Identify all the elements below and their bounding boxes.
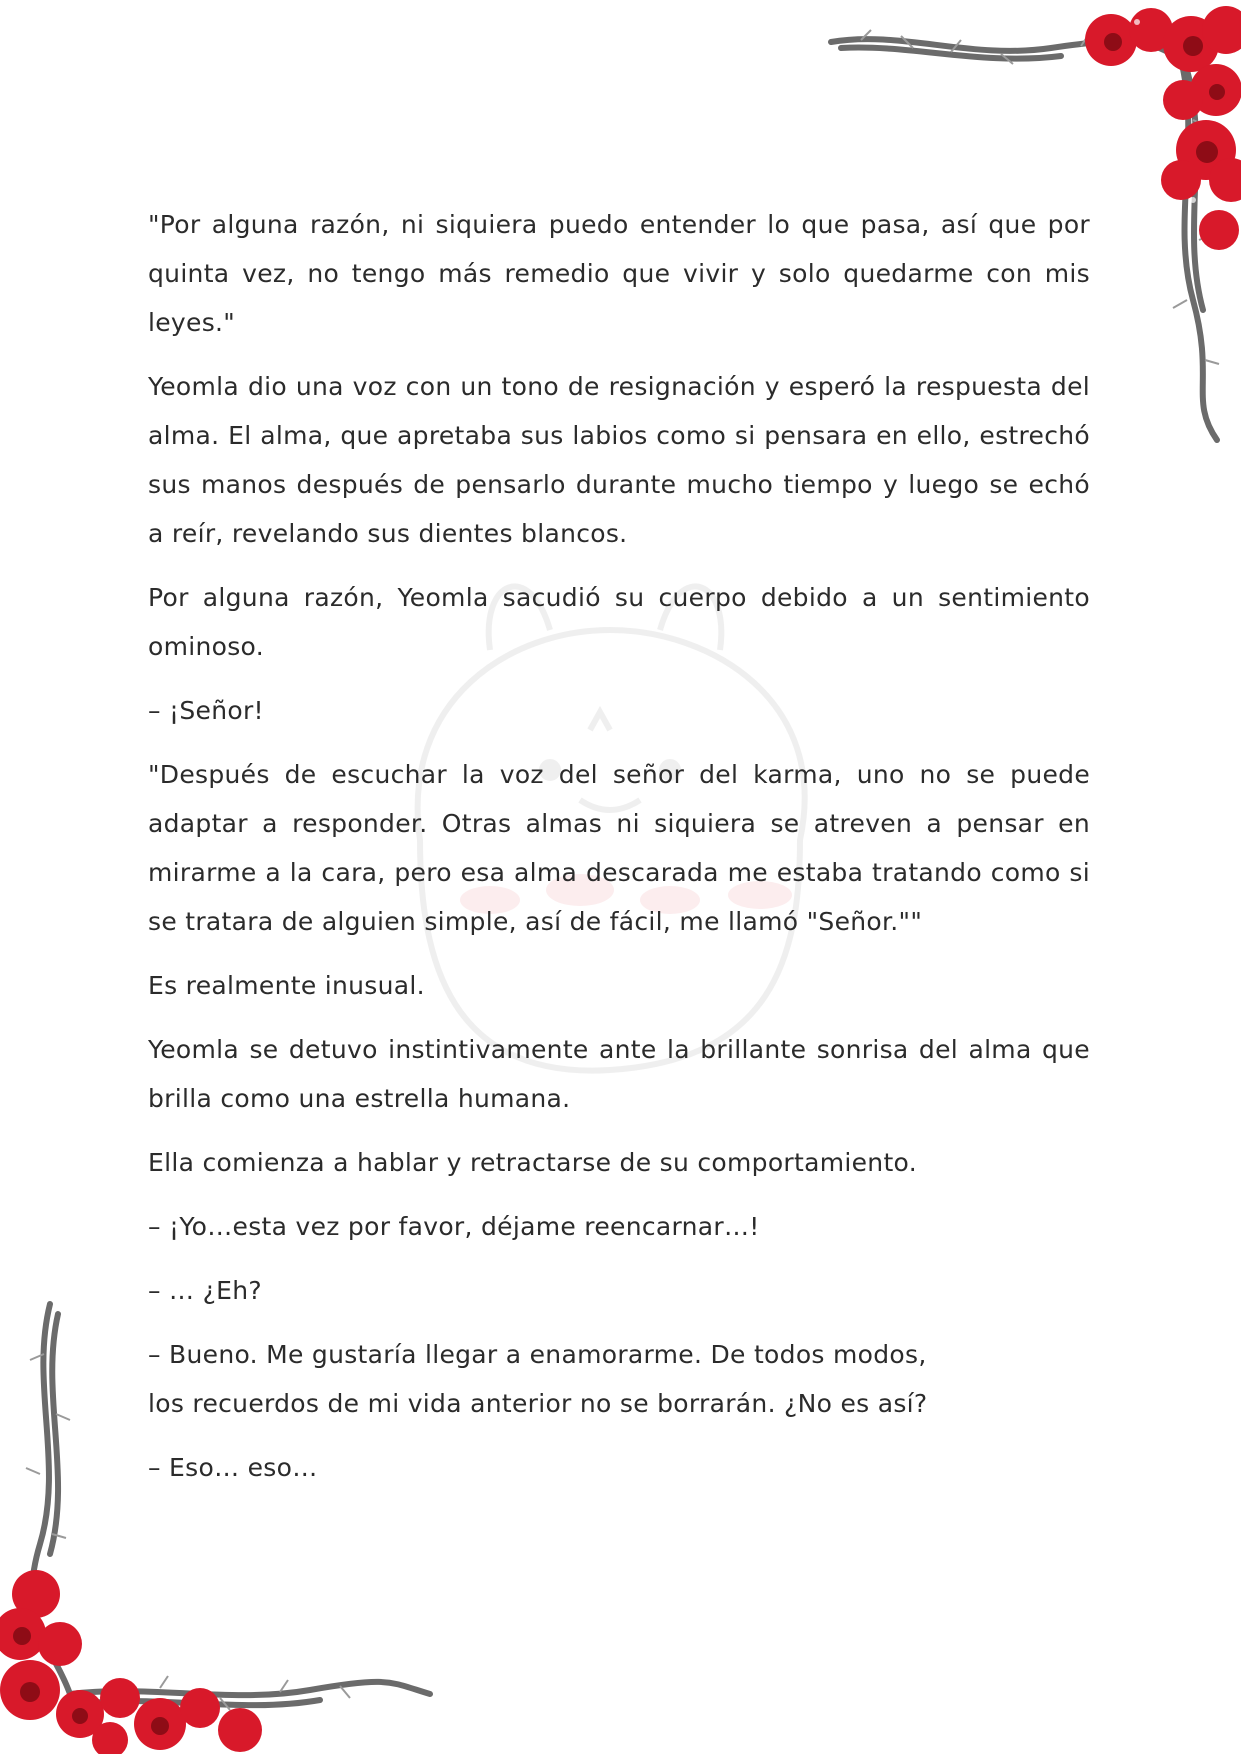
paragraph: "Por alguna razón, ni siquiera puedo entender lo que pasa, así que por quinta vez, no tengo más remedio que vivir y solo quedarme con mis leyes." (148, 210, 1090, 337)
paragraph: Por alguna razón, Yeomla sacudió su cuerpo debido a un sentimiento ominoso. (148, 583, 1090, 661)
dialogue-line: – Eso… eso… (148, 1453, 318, 1482)
dialogue-line: – Bueno. Me gustaría llegar a enamorarme. De todos modos, (148, 1340, 927, 1369)
dialogue-line: los recuerdos de mi vida anterior no se borrarán. ¿No es así? (148, 1389, 928, 1418)
paragraph: "Después de escuchar la voz del señor del karma, uno no se puede adaptar a responder. Otras almas ni siquiera se atreven a pensar en mirarme a la cara, pero esa alma descarada me estaba tratando como si se tratara de alguien simple, así de fácil, me llamó "Señor."" (148, 760, 1090, 936)
paragraph: Es realmente inusual. (148, 971, 425, 1000)
text-body (148, 200, 1090, 1507)
dialogue-line: – ¡Señor! (148, 696, 264, 725)
paragraph: Ella comienza a hablar y retractarse de su comportamiento. (148, 1148, 917, 1177)
paragraph: Yeomla se detuvo instintivamente ante la brillante sonrisa del alma que brilla como una estrella humana. (148, 1035, 1090, 1113)
dialogue-line: – ¡Yo…esta vez por favor, déjame reencarnar…! (148, 1212, 760, 1241)
dialogue-line: – … ¿Eh? (148, 1276, 262, 1305)
paragraph: Yeomla dio una voz con un tono de resignación y esperó la respuesta del alma. El alma, que apretaba sus labios como si pensara en ello, estrechó sus manos después de pensarlo durante mucho tiempo y luego se echó a reír, revelando sus dientes blancos. (148, 372, 1090, 548)
